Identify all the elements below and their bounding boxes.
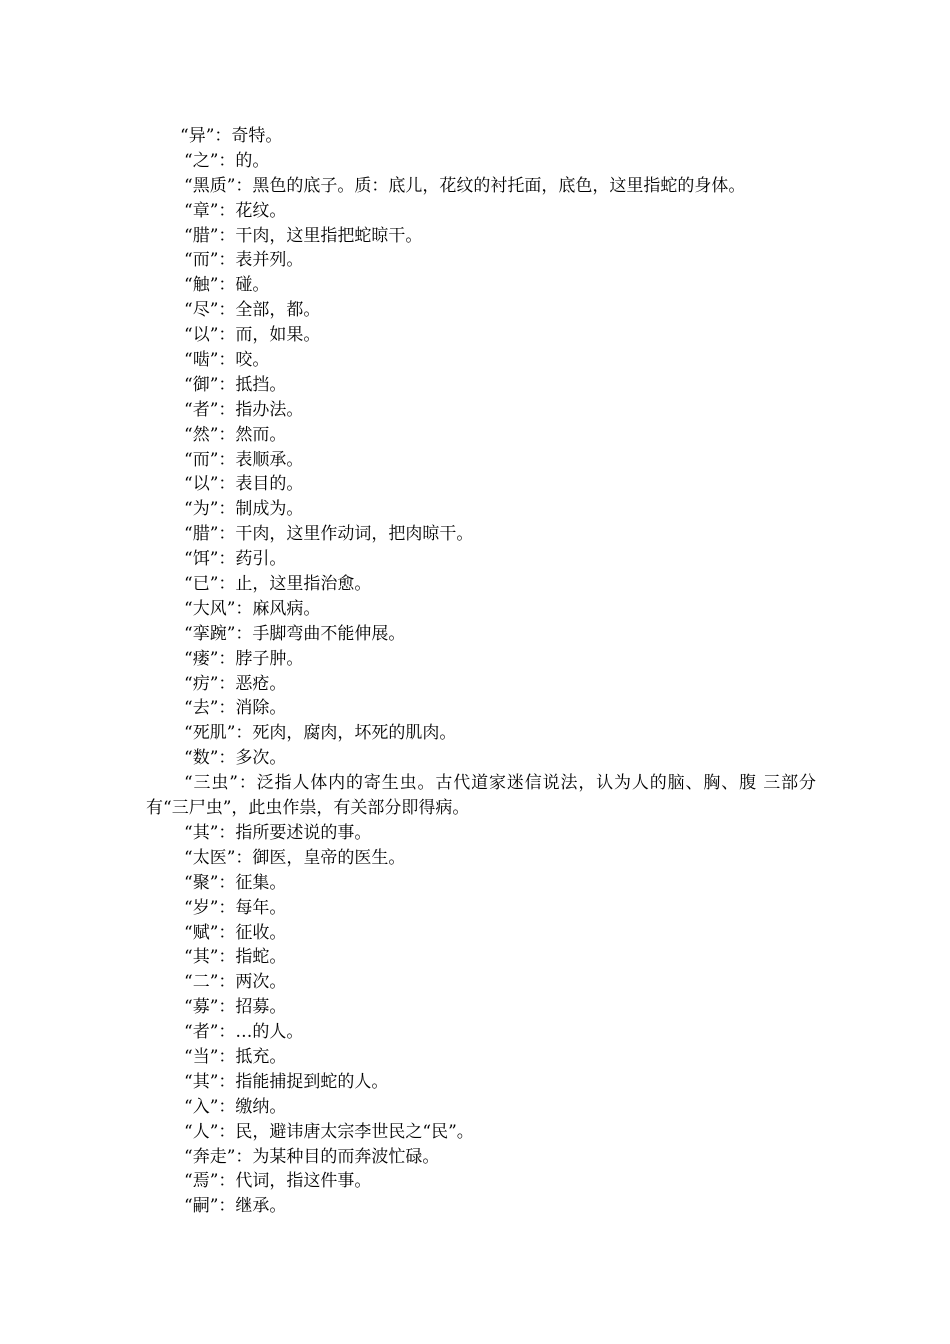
glossary-entry: “黑质”：黑色的底子。质：底儿，花纹的衬托面，底色，这里指蛇的身体。 [184,175,746,196]
glossary-entry: “瘘”：脖子肿。 [184,648,304,669]
glossary-entry: “疠”：恶疮。 [184,673,287,694]
glossary-entry: “募”：招募。 [184,997,287,1018]
glossary-entry: “异”：奇特。 [180,126,283,146]
glossary-entry: “者”：…的人。 [184,1022,304,1043]
glossary-entry: “章”：花纹。 [184,200,287,221]
glossary-entry: “焉”：代词，指这件事。 [184,1171,372,1192]
glossary-entry: “二”：两次。 [184,972,287,993]
glossary-entry: “饵”：药引。 [184,549,287,570]
glossary-entry: “死肌”：死肉，腐肉，坏死的肌肉。 [184,723,457,744]
glossary-entry: “聚”：征集。 [184,872,287,893]
glossary-entry: “者”：指办法。 [184,399,304,420]
glossary-entry: “以”：表目的。 [184,474,304,495]
glossary-entry: “腊”：干肉，这里指把蛇晾干。 [184,225,423,246]
glossary-entry: “岁”：每年。 [184,897,287,918]
glossary-entry: “已”：止，这里指治愈。 [184,574,372,595]
glossary-entry: “太医”：御医，皇帝的医生。 [184,847,406,868]
glossary-entry: “触”：碰。 [184,275,270,296]
glossary-entry-paragraph: “三虫”：泛指人体内的寄生虫。古代道家迷信说法，认为人的脑、胸、腹 三部分有“三尸虫”，此虫作祟，有关部分即得病。 [146,773,816,819]
glossary-entry: “入”：缴纳。 [184,1096,287,1117]
glossary-entry: “尽”：全部，都。 [184,300,321,321]
glossary-entry: “其”：指所要述说的事。 [184,822,372,843]
glossary-entry: “以”：而，如果。 [184,325,321,346]
glossary-entry: “之”：的。 [184,150,270,171]
glossary-entry: “当”：抵充。 [184,1046,287,1067]
glossary-list [146,124,816,1219]
glossary-entry: “而”：表顺承。 [184,449,304,470]
glossary-entry: “其”：指蛇。 [184,947,287,968]
glossary-entry: “挛踠”：手脚弯曲不能伸展。 [184,623,406,644]
glossary-entry: “御”：抵挡。 [184,374,287,395]
glossary-entry: “而”：表并列。 [184,250,304,271]
glossary-entry: “大风”：麻风病。 [184,598,321,619]
glossary-entry: “人”：民，避讳唐太宗李世民之“民”。 [184,1121,474,1142]
glossary-entry: “赋”：征收。 [184,922,287,943]
glossary-entry: “去”：消除。 [184,698,287,719]
glossary-entry: “其”：指能捕捉到蛇的人。 [184,1071,389,1092]
glossary-entry: “嗣”：继承。 [184,1196,287,1217]
glossary-entry: “数”：多次。 [184,748,287,769]
glossary-entry: “然”：然而。 [184,424,287,445]
glossary-entry: “奔走”：为某种目的而奔波忙碌。 [184,1146,440,1167]
glossary-entry: “啮”：咬。 [184,350,270,371]
glossary-entry: “腊”：干肉，这里作动词，把肉晾干。 [184,524,474,545]
glossary-entry: “为”：制成为。 [184,499,304,520]
